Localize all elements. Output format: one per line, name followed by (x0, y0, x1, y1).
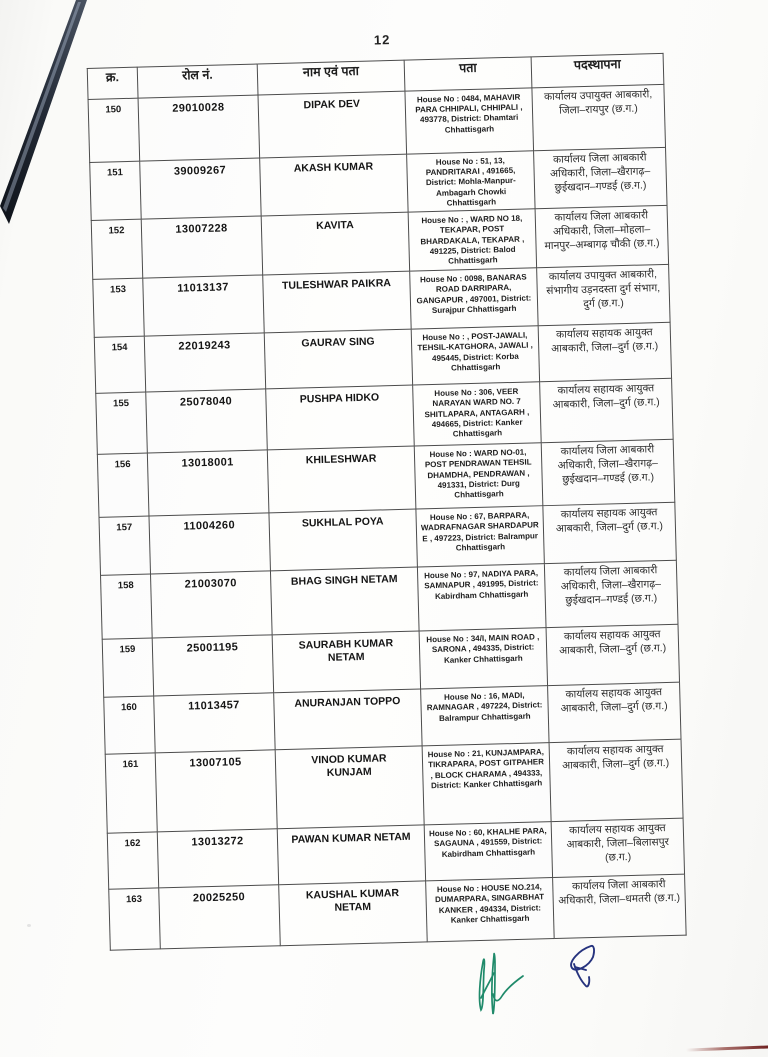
cell-serial: 153 (93, 278, 145, 337)
cell-address: House No : 60, KHALHE PARA, SAGAUNA , 491559, District: Kabirdham Chhattisgarh (424, 822, 552, 881)
cell-name: SAURABH KUMAR NETAM (272, 631, 420, 693)
cell-address: House No : 21, KUNJAMPARA, TIKRAPARA, POST GITPAHER , BLOCK CHARAMA , 494333, District: Kanker Chhattisgarh (422, 743, 551, 825)
cell-address: House No : 97, NADIYA PARA, SAMNAPUR , 491995, District: Kabirdham Chhattisgarh (417, 564, 546, 631)
cell-posting: कार्यालय सहायक आयुक्त आबकारी, जिला–दुर्ग (छ.ग.) (546, 624, 679, 685)
cell-roll: 13007105 (155, 750, 277, 832)
cell-roll: 11013457 (154, 693, 275, 753)
red-corner-streak (686, 1045, 768, 1051)
cell-address: House No : , WARD NO 18, TEKAPAR, POST BHARDAKALA, TEKAPAR , 491225, District: Balod Chhattisgarh (408, 209, 537, 271)
cell-roll: 21003070 (151, 571, 273, 638)
header-address: पता (404, 57, 532, 91)
cell-roll: 39009267 (140, 158, 261, 219)
cell-name: VINOD KUMAR KUNJAM (275, 746, 424, 829)
cell-serial: 152 (91, 219, 143, 279)
page-number: 12 (373, 32, 391, 48)
cell-address: House No : HOUSE NO.214, DUMARPARA, SINGARBHAT KANKER , 494334, District: Kanker Chhattisgarh (426, 878, 555, 942)
cell-name: KHILESHWAR (267, 446, 416, 513)
cell-serial: 163 (109, 888, 161, 950)
cell-address: House No : 306, VEER NARAYAN WARD NO. 7 SHITLAPARA, ANTAGARH , 494665, District: Kanker Chhattisgarh (413, 382, 542, 446)
cell-posting: कार्यालय उपायुक्त आबकारी, जिला–रायपुर (छ.ग.) (532, 84, 666, 150)
paper-speck (27, 924, 31, 927)
cell-address: House No : 0098, BANARAS ROAD DARRIPARA, GANGAPUR , 497001, District: Surajpur Chhattisgarh (410, 268, 538, 329)
cell-posting: कार्यालय सहायक आयुक्त आबकारी, जिला–बिलासपुर (छ.ग.) (551, 818, 684, 877)
cell-posting: कार्यालय सहायक आयुक्त आबकारी, जिला–दुर्ग (छ.ग.) (538, 322, 671, 381)
cell-serial: 162 (107, 832, 158, 889)
cell-name: ANURANJAN TOPPO (274, 689, 422, 750)
cell-name: AKASH KUMAR (260, 154, 408, 216)
cell-posting: कार्यालय जिला आबकारी अधिकारी, जिला–मोहला–मानपुर–अम्बागढ़ चौकी (छ.ग.) (535, 206, 668, 268)
cell-roll: 11004260 (149, 513, 270, 574)
cell-roll: 25001195 (152, 635, 273, 696)
cell-name: SUKHLAL POYA (269, 509, 417, 571)
cell-serial: 155 (96, 392, 148, 454)
cell-posting: कार्यालय सहायक आयुक्त आबकारी, जिला–दुर्ग (छ.ग.) (543, 502, 676, 563)
cell-address: House No : 67, BARPARA, WADRAFNAGAR SHARDAPUR E , 497223, District: Balrampur Chhattisgarh (416, 506, 544, 567)
cell-address: House No : , POST-JAWALI, TEHSIL-KATGHORA, JAWALI , 495445, District: Korba Chhattisgarh (411, 326, 539, 385)
cell-posting: कार्यालय जिला आबकारी अधिकारी, जिला–खैरागढ़–छुईखदान–गण्डई (छ.ग.) (534, 147, 667, 209)
cell-posting: कार्यालय जिला आबकारी अधिकारी, जिला–खैरागढ़–छुईखदान–गण्डई (छ.ग.) (544, 560, 678, 627)
cell-posting: कार्यालय सहायक आयुक्त आबकारी, जिला–दुर्ग (छ.ग.) (549, 739, 683, 821)
cell-name: PAWAN KUMAR NETAM (277, 825, 425, 885)
cell-roll: 25078040 (146, 389, 268, 453)
cell-serial: 159 (102, 638, 154, 697)
cell-name: KAVITA (261, 212, 409, 275)
cell-roll: 11013137 (143, 275, 264, 336)
header-roll-number: रोल नं. (137, 64, 258, 98)
cell-name: TULESHWAR PAIKRA (263, 271, 411, 333)
cell-roll: 22019243 (144, 333, 265, 392)
cell-name: DIPAK DEV (258, 91, 407, 158)
blue-signature-icon (562, 942, 606, 994)
posting-table (87, 53, 687, 951)
cell-posting: कार्यालय जिला आबकारी अधिकारी, जिला–धमतरी (छ.ग.) (553, 874, 687, 938)
header-name-address: नाम एवं पता (257, 60, 405, 95)
cell-serial: 158 (101, 574, 153, 639)
scanned-page-content (86, 25, 686, 951)
table-row (105, 739, 683, 833)
cell-address: House No : 16, MADI, RAMNAGAR , 497224, District: Balrampur Chhattisgarh (421, 686, 549, 746)
cell-posting: कार्यालय जिला आबकारी अधिकारी, जिला–खैरागढ़–छुईखदान–गण्डई (छ.ग.) (541, 439, 675, 505)
cell-address: House No : 0484, MAHAVIR PARA CHHIPALI, CHHIPALI , 493778, District: Dhamtari Chhattisgarh (405, 88, 534, 154)
cell-serial: 156 (97, 453, 149, 517)
cell-roll: 13018001 (147, 450, 269, 516)
cell-address: House No : WARD NO-01, POST PENDRAWAN TEHSIL DHAMDHA, PENDRAWAN , 491331, District: Durg Chhattisgarh (414, 443, 543, 509)
cell-serial: 150 (88, 98, 140, 162)
header-serial: क्र. (87, 67, 138, 99)
cell-roll: 20025250 (159, 885, 281, 949)
green-signature-icon (474, 948, 526, 1018)
cell-posting: कार्यालय सहायक आयुक्त आबकारी, जिला–दुर्ग (छ.ग.) (548, 682, 681, 742)
cell-name: KAUSHAL KUMAR NETAM (279, 881, 428, 946)
cell-name: BHAG SINGH NETAM (270, 567, 419, 635)
cell-name: GAURAV SING (264, 329, 412, 389)
cell-roll: 13007228 (141, 216, 263, 278)
cell-roll: 13013272 (157, 829, 278, 888)
cell-serial: 160 (104, 696, 155, 754)
cell-address: House No : 34/I, MAIN ROAD , SARONA , 494335, District: Kanker Chhattisgarh (419, 628, 547, 689)
header-posting: पदस्थापना (531, 53, 664, 87)
cell-name: PUSHPA HIDKO (266, 385, 415, 450)
cell-serial: 151 (90, 161, 142, 220)
cell-posting: कार्यालय सहायक आयुक्त आबकारी, जिला–दुर्ग (छ.ग.) (540, 378, 674, 442)
cell-roll: 29010028 (138, 95, 260, 161)
cell-serial: 161 (105, 753, 157, 833)
table-body (88, 84, 686, 950)
cell-address: House No : 51, 13, PANDRITARAI , 491665, District: Mohla-Manpur-Ambagarh Chowki Chhattisgarh (407, 151, 535, 212)
cell-serial: 154 (94, 336, 145, 393)
cell-serial: 157 (99, 516, 151, 575)
cell-posting: कार्यालय उपायुक्त आबकारी, संभागीय उड़नदस्ता दुर्ग संभाग, दुर्ग (छ.ग.) (537, 264, 670, 325)
